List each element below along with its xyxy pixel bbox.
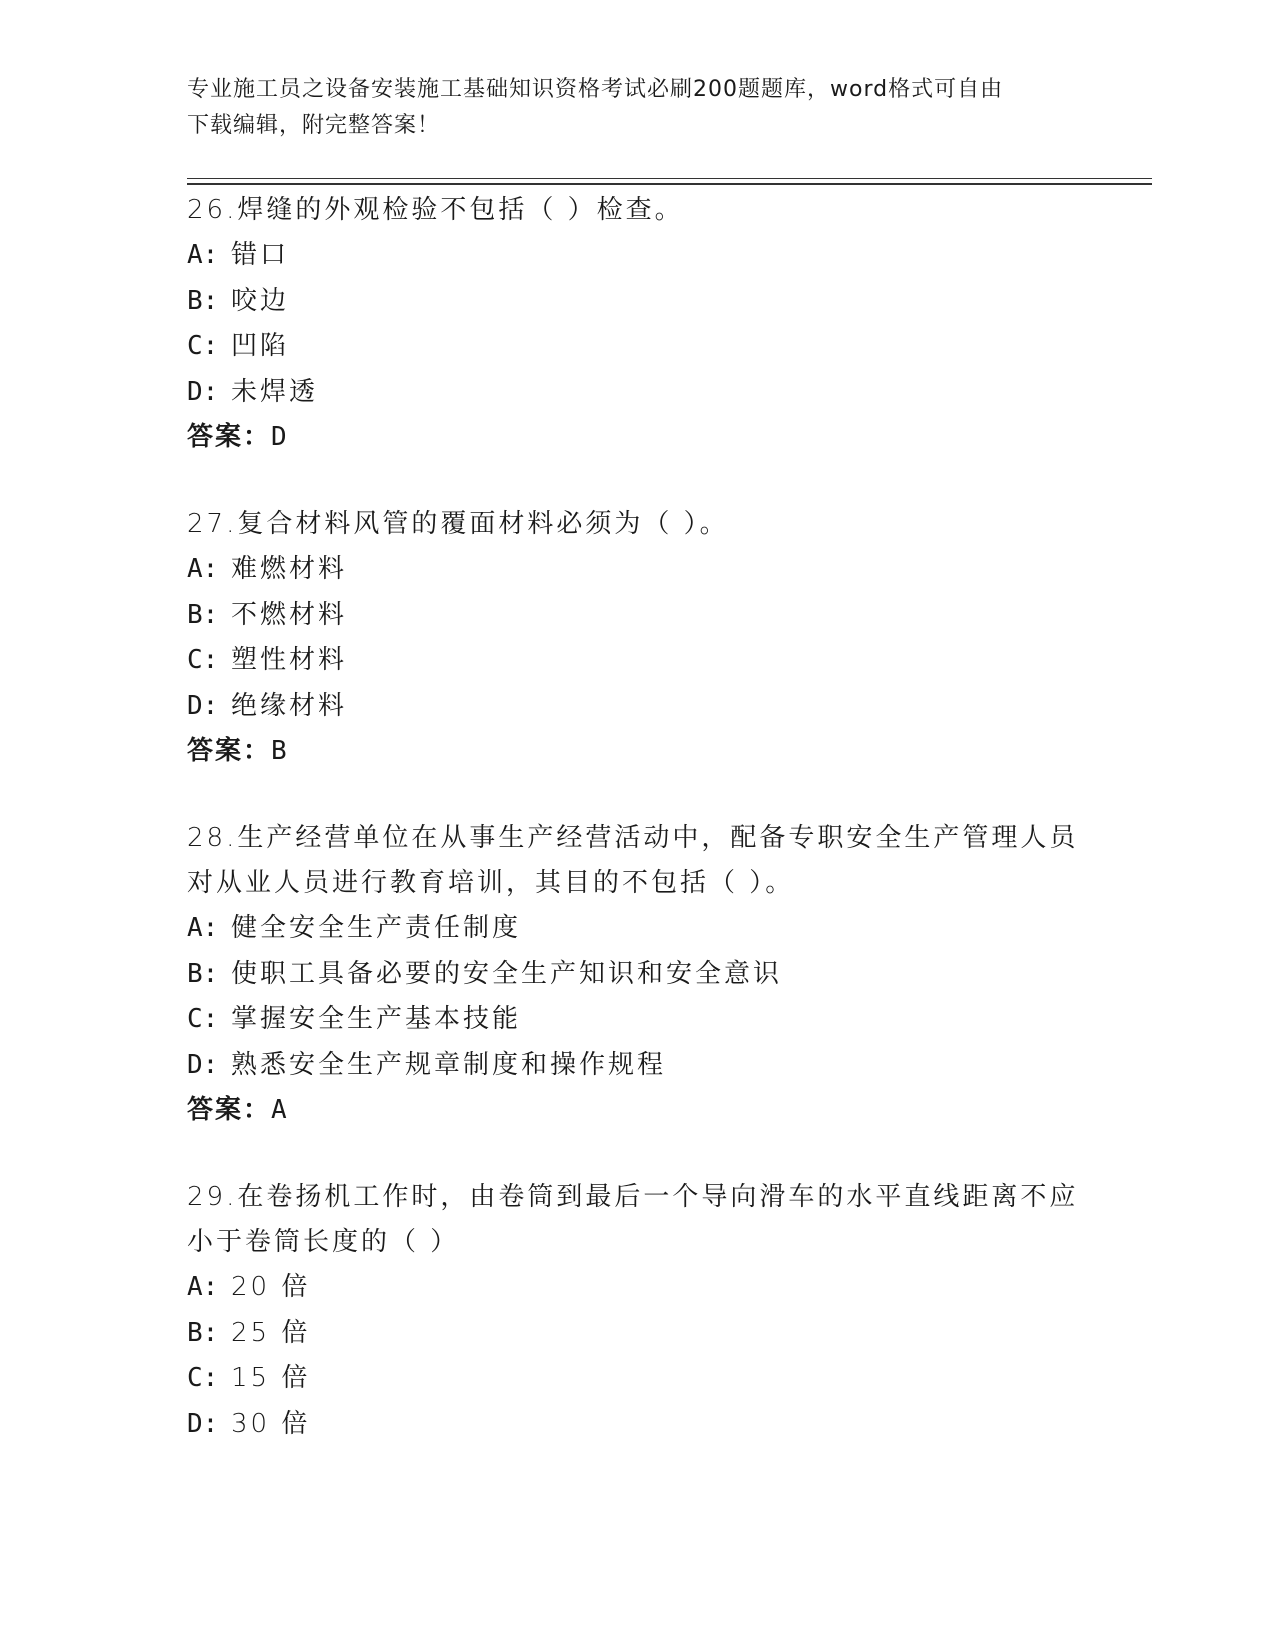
question-stem-line-2: 小于卷筒长度的（ ） (187, 1227, 460, 1257)
option-key: A: (187, 240, 219, 270)
document-header (187, 72, 1087, 144)
option-d (187, 370, 1087, 416)
option-b (187, 593, 1087, 639)
option-key: C: (187, 1004, 219, 1034)
option-key: D: (187, 690, 219, 721)
option-c (187, 638, 1087, 684)
question-stem: 27.复合材料风管的覆面材料必须为（ ）。 (187, 509, 729, 539)
option-text: 掌握安全生产基本技能 (231, 1004, 522, 1034)
option-text: 咬边 (231, 285, 290, 316)
answer-value: A (271, 1095, 289, 1125)
option-key: B: (187, 285, 219, 316)
option-text: 熟悉安全生产规章制度和操作规程 (231, 1049, 667, 1080)
option-b (187, 1311, 1087, 1357)
option-key: A: (187, 554, 219, 584)
question-stem-line-2: 对从业人员进行教育培训，其目的不包括（ ）。 (187, 868, 795, 898)
option-text: 错口 (231, 240, 290, 270)
option-key: C: (187, 331, 219, 361)
option-text: 使职工具备必要的安全生产知识和安全意识 (231, 958, 783, 989)
question-29 (187, 1175, 1087, 1447)
option-key: C: (187, 645, 219, 675)
option-c (187, 1356, 1087, 1402)
option-b (187, 952, 1087, 998)
option-text: 20 倍 (231, 1272, 311, 1302)
question-stem-line-1: 28.生产经营单位在从事生产经营活动中，配备专职安全生产管理人员 (187, 823, 1079, 853)
option-text: 凹陷 (231, 331, 290, 361)
option-d (187, 1043, 1087, 1089)
header-line-1: 专业施工员之设备安装施工基础知识资格考试必刷200题题库，word格式可自由 (187, 77, 1004, 102)
answer-value: D (271, 422, 289, 452)
option-text: 不燃材料 (231, 599, 348, 630)
header-divider-thick (187, 183, 1152, 185)
option-text: 30 倍 (231, 1408, 311, 1439)
option-key: B: (187, 599, 219, 630)
question-26 (187, 188, 1087, 460)
option-text: 15 倍 (231, 1363, 311, 1393)
option-text: 难燃材料 (231, 554, 348, 584)
option-a (187, 1265, 1087, 1311)
option-key: D: (187, 376, 219, 407)
question-28 (187, 816, 1087, 1133)
answer-value: B (271, 736, 289, 766)
header-line-2: 下载编辑，附完整答案！ (187, 113, 441, 138)
option-key: B: (187, 1317, 219, 1348)
answer-line (187, 1088, 1087, 1133)
option-text: 健全安全生产责任制度 (231, 913, 522, 943)
answer-line (187, 729, 1087, 774)
option-a (187, 547, 1087, 593)
option-d (187, 1402, 1087, 1448)
answer-label: 答案： (187, 736, 272, 766)
answer-label: 答案： (187, 1095, 272, 1125)
question-stem-line-1: 29.在卷扬机工作时，由卷筒到最后一个导向滑车的水平直线距离不应 (187, 1182, 1079, 1212)
option-text: 塑性材料 (231, 645, 348, 675)
option-b (187, 279, 1087, 325)
answer-line (187, 415, 1087, 460)
option-key: D: (187, 1049, 219, 1080)
option-text: 未焊透 (231, 376, 319, 407)
option-c (187, 997, 1087, 1043)
option-text: 绝缘材料 (231, 690, 348, 721)
option-key: D: (187, 1408, 219, 1439)
option-key: A: (187, 913, 219, 943)
option-key: A: (187, 1272, 219, 1302)
option-text: 25 倍 (231, 1317, 311, 1348)
question-27 (187, 502, 1087, 774)
option-key: B: (187, 958, 219, 989)
question-list (187, 188, 1087, 1447)
option-key: C: (187, 1363, 219, 1393)
option-a (187, 906, 1087, 952)
header-divider-thin (187, 178, 1152, 179)
option-c (187, 324, 1087, 370)
option-a (187, 233, 1087, 279)
option-d (187, 684, 1087, 730)
answer-label: 答案： (187, 422, 272, 452)
question-stem: 26.焊缝的外观检验不包括（ ）检查。 (187, 195, 684, 225)
